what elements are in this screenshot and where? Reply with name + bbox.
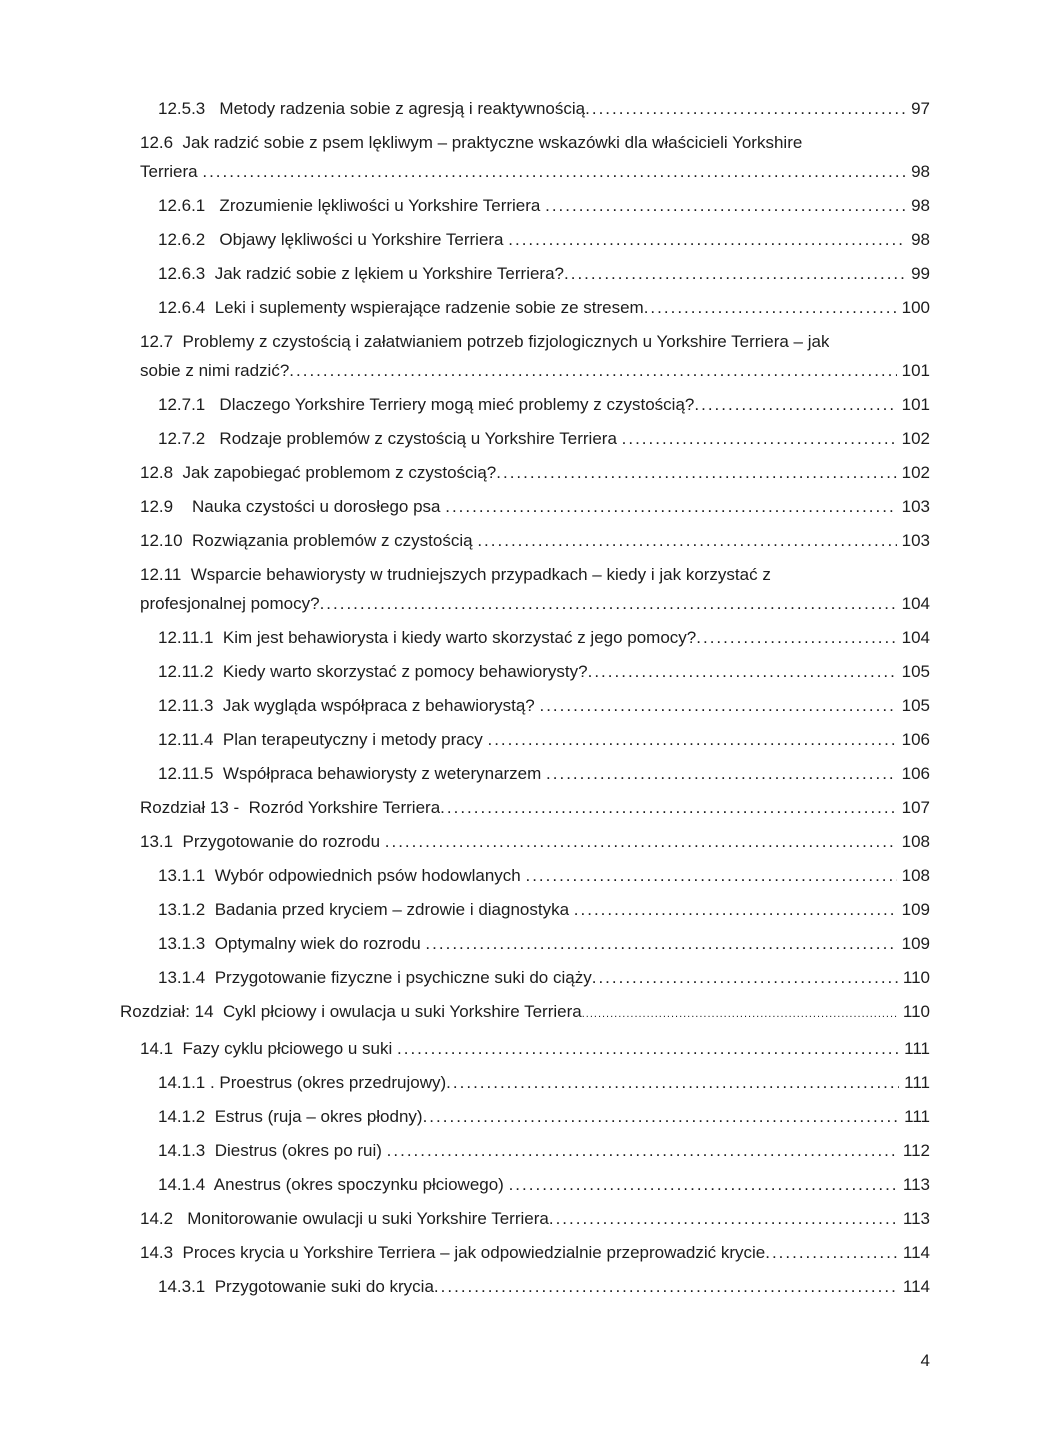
toc-entry-text: 14.2 Monitorowanie owulacji u suki Yorkshire Terriera (140, 1209, 549, 1228)
toc-entry-text: Rozdział 13 - Rozród Yorkshire Terriera (140, 798, 441, 817)
toc-page-ref: 110 (902, 968, 930, 987)
toc-dot-leader (387, 1136, 898, 1165)
toc-entry-text: 13.1.2 Badania przed kryciem – zdrowie i diagnostyka (158, 900, 574, 919)
toc-page-ref: 105 (901, 696, 930, 715)
toc-page-ref: 99 (911, 264, 930, 283)
toc-entry (158, 293, 930, 322)
toc-entry (158, 1272, 930, 1301)
toc-dot-leader (588, 657, 897, 686)
toc-entry (158, 623, 930, 652)
toc-entry (140, 560, 930, 589)
toc-entry-text: 13.1.3 Optymalny wiek do rozrodu (158, 934, 426, 953)
toc-page-ref: 109 (901, 934, 930, 953)
toc-page-ref: 114 (902, 1277, 930, 1296)
toc-dot-leader (509, 1170, 898, 1199)
toc-page-ref: 105 (901, 662, 930, 681)
toc-dot-leader (574, 895, 897, 924)
toc-entry-text: 12.11.1 Kim jest behawiorysta i kiedy warto skorzystać z jego pomocy? (158, 628, 697, 647)
toc-dot-leader (545, 191, 906, 220)
toc-dot-leader (765, 1238, 898, 1267)
toc-entry-text: 12.6.2 Objawy lękliwości u Yorkshire Terriera (158, 230, 509, 249)
toc-entry-text: 13.1.1 Wybór odpowiednich psów hodowlanych (158, 866, 526, 885)
toc-page-ref: 98 (911, 230, 930, 249)
toc-dot-leader (549, 1204, 898, 1233)
toc-entry-text: 14.1.3 Diestrus (okres po rui) (158, 1141, 387, 1160)
toc-page-ref: 106 (901, 730, 930, 749)
toc-entry (140, 1204, 930, 1233)
toc-entry (158, 895, 930, 924)
toc-entry (158, 1102, 930, 1131)
toc-entry-text: 12.7 Problemy z czystością i załatwianiem potrzeb fizjologicznych u Yorkshire Terriera – jak (140, 332, 830, 351)
toc-entry (158, 1170, 930, 1199)
toc-page-ref: 113 (902, 1175, 930, 1194)
toc-entry (158, 657, 930, 686)
toc-list (120, 94, 930, 1306)
toc-page-ref: 109 (901, 900, 930, 919)
toc-page-ref: 111 (904, 1073, 930, 1092)
toc-page-ref: 101 (901, 395, 930, 414)
toc-entry-text: 12.11 Wsparcie behawiorysty w trudniejszych przypadkach – kiedy i jak korzystać z (140, 565, 771, 584)
toc-entry-text: 13.1 Przygotowanie do rozrodu (140, 832, 385, 851)
toc-entry-text: 12.6.1 Zrozumienie lękliwości u Yorkshire Terriera (158, 196, 546, 215)
toc-entry-text: 12.11.4 Plan terapeutyczny i metody pracy (158, 730, 488, 749)
toc-entry-text: 12.7.1 Dlaczego Yorkshire Terriery mogą mieć problemy z czystością? (158, 395, 695, 414)
toc-entry-text: 12.11.3 Jak wygląda współpraca z behawiorystą? (158, 696, 540, 715)
toc-dot-leader (434, 1272, 898, 1301)
toc-entry-text: Rozdział: 14 Cykl płciowy i owulacja u suki Yorkshire Terriera (120, 1002, 582, 1021)
toc-entry (158, 691, 930, 720)
toc-entry-text: 12.6 Jak radzić sobie z psem lękliwym – praktyczne wskazówki dla właścicieli Yorkshire (140, 133, 803, 152)
toc-entry (158, 1068, 930, 1097)
toc-entry-text: 12.11.2 Kiedy warto skorzystać z pomocy behawiorysty? (158, 662, 588, 681)
toc-entry (158, 963, 930, 992)
toc-entry-text: 12.6.4 Leki i suplementy wspierające radzenie sobie ze stresem (158, 298, 644, 317)
toc-entry-text: sobie z nimi radzić? (140, 361, 290, 380)
toc-dot-leader (564, 259, 906, 288)
toc-entry (140, 793, 930, 822)
toc-dot-leader (539, 691, 896, 720)
toc-entry-text: 14.1.2 Estrus (ruja – okres płodny) (158, 1107, 423, 1126)
toc-dot-leader (644, 293, 897, 322)
toc-entry-continuation (140, 589, 930, 618)
toc-dot-leader (487, 725, 896, 754)
toc-page-ref: 114 (902, 1243, 930, 1262)
toc-page-ref: 97 (911, 99, 930, 118)
toc-dot-leader (202, 157, 906, 186)
toc-dot-leader (496, 458, 896, 487)
toc-dot-leader (445, 492, 896, 521)
toc-entry (158, 424, 930, 453)
toc-dot-leader (546, 759, 897, 788)
toc-page-ref: 110 (902, 1002, 930, 1021)
toc-entry (120, 997, 930, 1029)
toc-entry (140, 458, 930, 487)
toc-page-ref: 112 (902, 1141, 930, 1160)
toc-entry-text: 14.1.4 Anestrus (okres spoczynku płciowego) (158, 1175, 509, 1194)
toc-entry (158, 759, 930, 788)
toc-dot-leader (477, 526, 896, 555)
toc-entry (158, 725, 930, 754)
toc-entry-text: 12.11.5 Współpraca behawiorysty z weterynarzem (158, 764, 547, 783)
toc-entry-text: 12.8 Jak zapobiegać problemom z czystością? (140, 463, 497, 482)
toc-entry (158, 929, 930, 958)
toc-entry-text: 14.1.1 . Proestrus (okres przedrujowy) (158, 1073, 447, 1092)
toc-page-ref: 98 (911, 162, 930, 181)
toc-entry (140, 327, 930, 356)
toc-entry-text: profesjonalnej pomocy? (140, 594, 320, 613)
toc-entry-text: 12.7.2 Rodzaje problemów z czystością u Yorkshire Terriera (158, 429, 622, 448)
toc-entry-text: 12.9 Nauka czystości u dorosłego psa (140, 497, 446, 516)
toc-entry (140, 827, 930, 856)
toc-page-ref: 101 (901, 361, 930, 380)
toc-dot-leader (440, 793, 896, 822)
toc-entry (158, 225, 930, 254)
toc-entry-text: 12.5.3 Metody radzenia sobie z agresją i reaktywnością (158, 99, 586, 118)
toc-page-ref: 113 (902, 1209, 930, 1228)
toc-entry-continuation (140, 356, 930, 385)
toc-entry (158, 861, 930, 890)
toc-dot-leader (423, 1102, 900, 1131)
toc-page-ref: 111 (904, 1107, 930, 1126)
toc-dot-leader (397, 1034, 899, 1063)
toc-page-ref: 104 (901, 594, 930, 613)
toc-dot-leader (425, 929, 896, 958)
toc-entry (158, 94, 930, 123)
toc-page-ref: 98 (911, 196, 930, 215)
toc-entry (140, 1238, 930, 1267)
toc-dot-leader (622, 424, 897, 453)
toc-page-ref: 108 (901, 866, 930, 885)
toc-dot-leader (289, 356, 896, 385)
toc-entry-text: 14.1 Fazy cyklu płciowego u suki (140, 1039, 398, 1058)
toc-dot-leader (694, 390, 896, 419)
toc-entry-text: Terriera (140, 162, 203, 181)
toc-page-ref: 103 (901, 531, 930, 550)
toc-entry (158, 259, 930, 288)
toc-entry-text: 12.6.3 Jak radzić sobie z lękiem u Yorkshire Terriera? (158, 264, 564, 283)
toc-entry-text: 14.3.1 Przygotowanie suki do krycia (158, 1277, 434, 1296)
toc-page-ref: 111 (904, 1039, 930, 1058)
toc-entry-text: 14.3 Proces krycia u Yorkshire Terriera – jak odpowiedzialnie przeprowadzić krycie (140, 1243, 766, 1262)
toc-entry-continuation (140, 157, 930, 186)
toc-dot-leader (592, 963, 898, 992)
toc-page-ref: 100 (901, 298, 930, 317)
toc-dot-leader (696, 623, 896, 652)
toc-entry (158, 390, 930, 419)
toc-page-ref: 108 (901, 832, 930, 851)
toc-dot-leader (585, 94, 906, 123)
toc-page-ref: 102 (901, 429, 930, 448)
toc-page-ref: 107 (901, 798, 930, 817)
toc-dot-leader (446, 1068, 899, 1097)
toc-entry (140, 128, 930, 157)
toc-page-ref: 102 (901, 463, 930, 482)
footer-page-number: 4 (920, 1351, 930, 1370)
toc-entry-text: 12.10 Rozwiązania problemów z czystością (140, 531, 478, 550)
toc-entry (158, 191, 930, 220)
toc-page-ref: 103 (901, 497, 930, 516)
toc-page-ref: 106 (901, 764, 930, 783)
toc-entry-text: 13.1.4 Przygotowanie fizyczne i psychiczne suki do ciąży (158, 968, 592, 987)
toc-entry (158, 1136, 930, 1165)
toc-entry (140, 526, 930, 555)
toc-dot-leader (385, 827, 897, 856)
toc-dot-leader (525, 861, 896, 890)
toc-dot-leader (320, 589, 897, 618)
toc-entry (140, 1034, 930, 1063)
toc-page-ref: 104 (901, 628, 930, 647)
toc-entry (140, 492, 930, 521)
toc-dot-leader (582, 1000, 898, 1029)
toc-dot-leader (508, 225, 906, 254)
